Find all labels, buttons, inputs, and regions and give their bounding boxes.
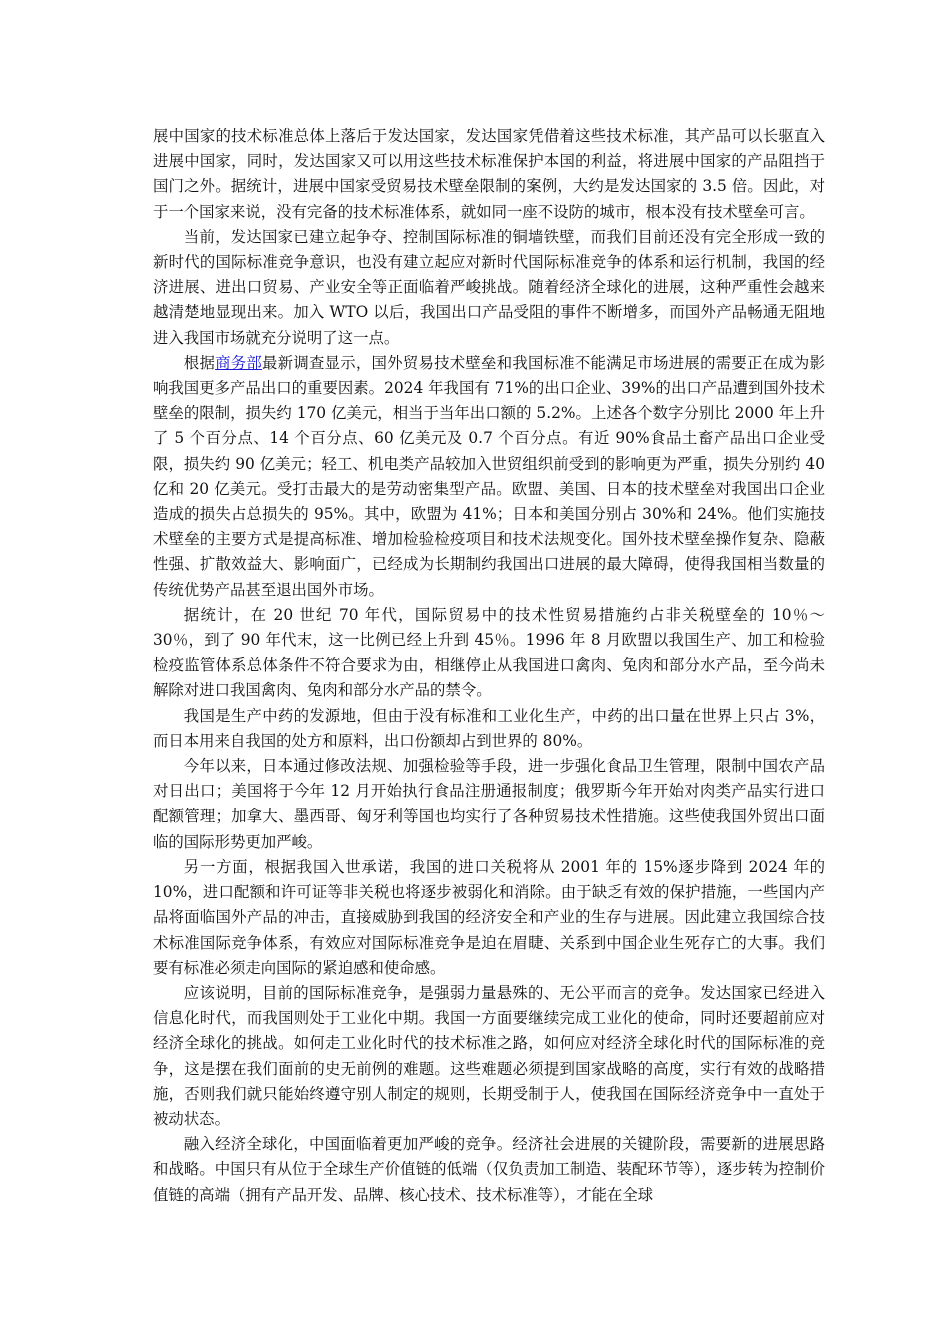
paragraph-text: 据统计，在 20 世纪 70 年代，国际贸易中的技术性贸易措施约占非关税壁垒的 10％～30％，到了 90 年代末，这一比例已经上升到 45％。1996 年 8 月欧盟以我国生产、加工和检验检疫监管体系总体条件不符合要求为由，相继停止从我国进口禽肉、兔肉和部分水产品，至今尚未解除对进口我国禽肉、兔肉和部分水产品的禁令。: [153, 605, 825, 700]
paragraph-text: 最新调查显示，国外贸易技术壁垒和我国标准不能满足市场进展的需要正在成为影响我国更多产品出口的重要因素。2024 年我国有 71%的出口企业、39%的出口产品遭到国外技术壁垒的限制，损失约 170 亿美元，相当于当年出口额的 5.2%。上述各个数字分别比 2000 年上升了 5 个百分点、14 个百分点、60 亿美元及 0.7 个百分点。有近 90%食品土畜产品出口企业受限，损失约 90 亿美元；轻工、机电类产品较加入世贸组织前受到的影响更为严重，损失分别约 40 亿和 20 亿美元。受打击最大的是劳动密集型产品。欧盟、美国、日本的技术壁垒对我国出口企业造成的损失占总损失的 95%。其中，欧盟为 41%；日本和美国分别占 30%和 24%。他们实施技术壁垒的主要方式是提高标准、增加检验检疫项目和技术法规变化。国外技术壁垒操作复杂、隐蔽性强、扩散效益大、影响面广，已经成为长期制约我国出口进展的最大障碍，使得我国相当数量的传统优势产品甚至退出国外市场。: [153, 353, 825, 599]
paragraph-text: 根据: [183, 353, 216, 372]
paragraph-text: 当前，发达国家已建立起争夺、控制国际标准的铜墙铁壁，而我们目前还没有完全形成一致的新时代的国际标准竞争意识，也没有建立起应对新时代国际标准竞争的体系和运行机制，我国的经济进展、进出口贸易、产业安全等正面临着严峻挑战。随着经济全球化的进展，这种严重性会越来越清楚地显现出来。加入 WTO 以后，我国出口产品受阻的事件不断增多，而国外产品畅通无阻地进入我国市场就充分说明了这一点。: [153, 227, 825, 347]
paragraph: [153, 225, 825, 351]
paragraph: [153, 704, 825, 754]
paragraph: [153, 1132, 825, 1208]
paragraph: [153, 124, 825, 225]
paragraph-text: 我国是生产中药的发源地，但由于没有标准和工业化生产，中药的出口量在世界上只占 3%，而日本用来自我国的处方和原料，出口份额却占到世界的 80%。: [153, 706, 825, 750]
commerce-ministry-link[interactable]: 商务部: [215, 353, 263, 372]
paragraph: [153, 603, 825, 704]
paragraph-text: 展中国家的技术标准总体上落后于发达国家，发达国家凭借着这些技术标准，其产品可以长驱直入进展中国家，同时，发达国家又可以用这些技术标准保护本国的利益，将进展中国家的产品阻挡于国门之外。据统计，进展中国家受贸易技术壁垒限制的案例，大约是发达国家的 3.5 倍。因此，对于一个国家来说，没有完备的技术标准体系，就如同一座不设防的城市，根本没有技术壁垒可言。: [153, 127, 825, 221]
paragraph-text: 另一方面，根据我国入世承诺，我国的进口关税将从 2001 年的 15%逐步降到 2024 年的 10%，进口配额和许可证等非关税也将逐步被弱化和消除。由于缺乏有效的保护措施，一些国内产品将面临国外产品的冲击，直接威胁到我国的经济安全和产业的生存与进展。因此建立我国综合技术标准国际竞争体系，有效应对国际标准竞争是迫在眉睫、关系到中国企业生死存亡的大事。我们要有标准必须走向国际的紧迫感和使命感。: [153, 857, 825, 977]
paragraph-text: 今年以来，日本通过修改法规、加强检验等手段，进一步强化食品卫生管理，限制中国农产品对日出口；美国将于今年 12 月开始执行食品注册通报制度；俄罗斯今年开始对肉类产品实行进口配额管理；加拿大、墨西哥、匈牙利等国也均实行了各种贸易技术性措施。这些使我国外贸出口面临的国际形势更加严峻。: [153, 757, 825, 851]
paragraph-text: 应该说明，目前的国际标准竞争，是强弱力量悬殊的、无公平而言的竞争。发达国家已经进入信息化时代，而我国则处于工业化中期。我国一方面要继续完成工业化的使命，同时还要超前应对经济全球化的挑战。如何走工业化时代的技术标准之路，如何应对经济全球化时代的国际标准的竞争，这是摆在我们面前的史无前例的难题。这些难题必须提到国家战略的高度，实行有效的战略措施，否则我们就只能始终遵守别人制定的规则，长期受制于人，使我国在国际经济竞争中一直处于被动状态。: [153, 983, 825, 1128]
paragraph: [153, 855, 825, 981]
document-body: [153, 124, 825, 1208]
paragraph: [153, 754, 825, 855]
paragraph: [153, 981, 825, 1132]
paragraph: [153, 351, 825, 603]
paragraph-text: 融入经济全球化，中国面临着更加严峻的竞争。经济社会进展的关键阶段，需要新的进展思路和战略。中国只有从位于全球生产价值链的低端（仅负责加工制造、装配环节等），逐步转为控制价值链的高端（拥有产品开发、品牌、核心技术、技术标准等），才能在全球: [153, 1135, 825, 1204]
